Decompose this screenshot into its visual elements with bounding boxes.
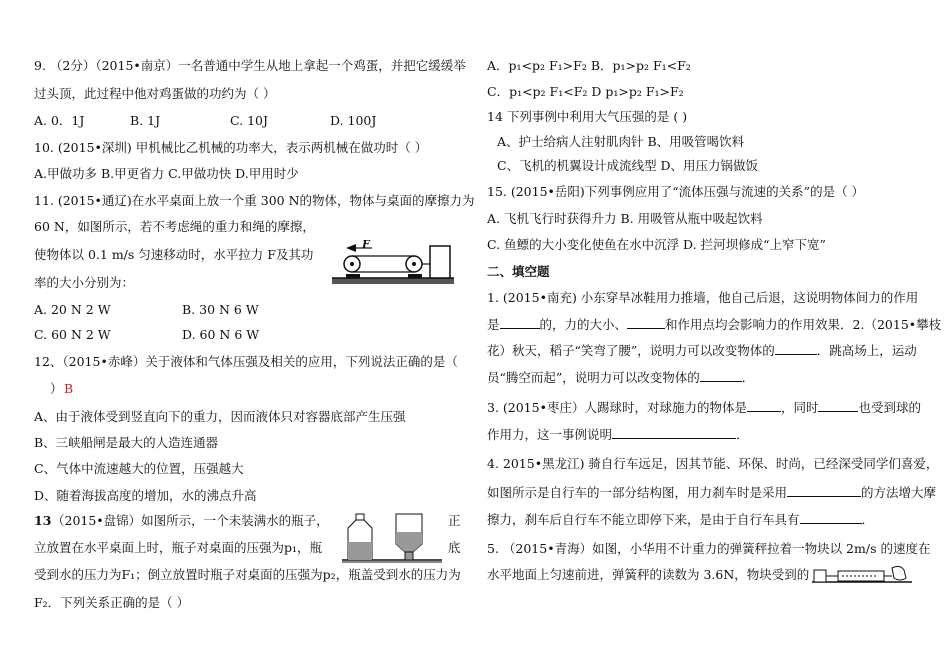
q14-options-row1: A、护士给病人注射肌肉针 B、用吸管喝饮料 bbox=[497, 134, 745, 149]
q12-close: ） bbox=[50, 381, 63, 396]
f1-line4: 员“腾空而起”，说明力可以改变物体的 ． bbox=[487, 370, 755, 385]
q13-line3: 受到水的压力为F₁；倒立放置时瓶子对桌面的压强为p₂，瓶盖受到水的压力为 bbox=[34, 567, 461, 582]
blank[interactable] bbox=[627, 316, 665, 329]
blank[interactable] bbox=[747, 399, 781, 412]
q11-option-c: C. 60 N 2 W bbox=[34, 327, 111, 342]
q9-line1: 9. （2分）（2015•南京）一名普通中学生从地上拿起一个鸡蛋，并把它缓缓举 bbox=[34, 58, 466, 73]
q9-option-d: D. 100J bbox=[330, 113, 377, 128]
f4-line2: 如图所示是自行车的一部分结构图，用力刹车时是采用 的方法增大摩 bbox=[487, 485, 937, 500]
pulley-figure bbox=[332, 236, 454, 286]
q9-option-b: B. 1J bbox=[130, 113, 161, 128]
q12-answer: B bbox=[64, 381, 74, 396]
f5-line1: 5. （2015•青海）如图，小华用不计重力的弹簧秤拉着一物块以 2m/s 的速度在 bbox=[487, 541, 931, 556]
blank[interactable] bbox=[612, 426, 736, 439]
q13-line2-end: 底 bbox=[448, 540, 461, 555]
q12-option-d: D、随着海拔高度的增加，水的沸点升高 bbox=[34, 488, 257, 503]
bottle-figure bbox=[342, 510, 442, 564]
f4-line1: 4. 2015•黑龙江) 骑自行车远足，因其节能、环保、时尚，已经深受同学们喜爱， bbox=[487, 456, 939, 471]
q15-options-row2: C. 鱼鳔的大小变化使鱼在水中沉浮 D. 拦河坝修成“上窄下宽” bbox=[487, 237, 826, 252]
blank[interactable] bbox=[700, 369, 742, 382]
q12-option-b: B、三峡船闸是最大的人造连通器 bbox=[34, 435, 219, 450]
q9-option-c: C. 10J bbox=[230, 113, 268, 128]
q11-line2: 60 N，如图所示，若不考虑绳的重力和绳的摩擦， bbox=[34, 219, 315, 234]
q10-options: A.甲做功多 B.甲更省力 C.甲做功快 D.甲用时少 bbox=[34, 166, 299, 181]
q14-line1: 14 下列事例中利用大气压强的是 ( ) bbox=[487, 109, 688, 124]
q13-line4: F₂．下列关系正确的是（ ） bbox=[34, 595, 190, 610]
spring-scale-figure bbox=[812, 560, 912, 584]
q14-options-row2: C、飞机的机翼设计成流线型 D、用压力锅做饭 bbox=[497, 158, 759, 173]
q13-line1-end: 正 bbox=[448, 513, 461, 528]
section-fill-blank-title: 二、填空题 bbox=[487, 264, 550, 279]
q12-line1: 12、（2015•赤峰）关于液体和气体压强及相关的应用，下列说法正确的是（ bbox=[34, 354, 458, 369]
q11-option-b: B. 30 N 6 W bbox=[182, 302, 259, 317]
q11-line4: 率的大小分别为： bbox=[34, 275, 135, 290]
q11-option-d: D. 60 N 6 W bbox=[182, 327, 260, 342]
q11-line3: 使物体以 0.1 m/s 匀速移动时，水平拉力 F及其功 bbox=[34, 247, 314, 262]
q13-line2: 立放置在水平桌面上时，瓶子对桌面的压强为p₁，瓶 bbox=[34, 540, 323, 555]
f3-line2: 作用力，这一事例说明 ． bbox=[487, 427, 749, 442]
q11-option-a: A. 20 N 2 W bbox=[34, 302, 111, 317]
q12-option-c: C、气体中流速越大的位置，压强越大 bbox=[34, 461, 244, 476]
blank[interactable] bbox=[500, 316, 540, 329]
f3-line1: 3. (2015•枣庄）人踢球时，对球施力的物体是 ，同时 也受到球的 bbox=[487, 400, 921, 415]
q11-line1: 11. (2015•通辽)在水平桌面上放一个重 300 N的物体，物体与桌面的摩擦力为 bbox=[34, 193, 475, 208]
q13-line1: （2015•盘锦）如图所示，一个未装满水的瓶子， bbox=[52, 513, 329, 528]
blank[interactable] bbox=[818, 399, 858, 412]
q10-line1: 10. (2015•深圳) 甲机械比乙机械的功率大，表示两机械在做功时（ ） bbox=[34, 140, 428, 155]
f1-line2: 是 的，力的大小、 和作用点均会影响力的作用效果．2.（2015•攀枝 bbox=[487, 317, 942, 332]
f4-line3: 擦力，刹车后自行车不能立即停下来，是由于自行车具有 ． bbox=[487, 512, 875, 527]
blank[interactable] bbox=[775, 342, 817, 355]
q9-line2: 过头顶，此过程中他对鸡蛋做的功约为（ ） bbox=[34, 86, 276, 101]
q15-line1: 15. (2015•岳阳)下列事例应用了“流体压强与流速的关系”的是（ ） bbox=[487, 184, 865, 199]
blank[interactable] bbox=[787, 484, 861, 497]
q9-option-a: A. 0．1J bbox=[34, 113, 85, 128]
q13-options-row2: C．p₁<p₂ F₁<F₂ D p₁>p₂ F₁>F₂ bbox=[487, 84, 684, 99]
f1-line1: 1. (2015•南充) 小东穿旱冰鞋用力推墙，他自己后退，这说明物体间力的作用 bbox=[487, 290, 919, 305]
q13-number: 13 bbox=[34, 513, 52, 528]
q12-option-a: A、由于液体受到竖直向下的重力，因而液体只对容器底部产生压强 bbox=[34, 409, 406, 424]
blank[interactable] bbox=[800, 511, 862, 524]
q13-options-row1: A．p₁<p₂ F₁>F₂ B．p₁>p₂ F₁<F₂ bbox=[487, 58, 691, 73]
f1-line3: 花）秋天，稻子“笑弯了腰”，说明力可以改变物体的 ．跳高场上，运动 bbox=[487, 343, 917, 358]
f5-line2: 水平地面上匀速前进，弹簧秤的读数为 3.6N，物块受到的 bbox=[487, 567, 810, 582]
q15-options-row1: A. 飞机飞行时获得升力 B. 用吸管从瓶中吸起饮料 bbox=[487, 211, 763, 226]
pulley-force-label: F bbox=[362, 238, 370, 251]
